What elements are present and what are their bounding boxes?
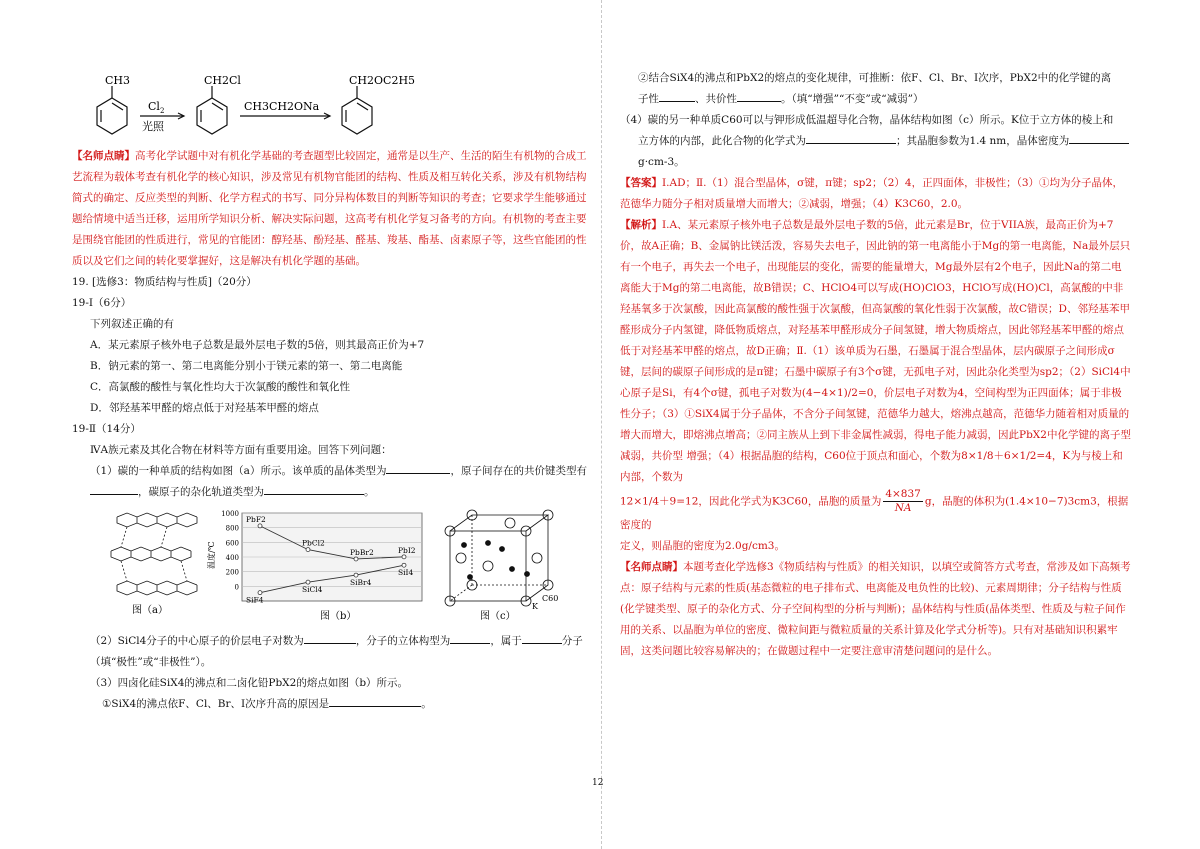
figure-b-label: 图（b） bbox=[320, 611, 357, 622]
data-point bbox=[402, 563, 406, 567]
point-label: SiCl4 bbox=[302, 585, 323, 595]
option-b: B．钠元素的第一、第二电离能分别小于镁元素的第一、第二电离能 bbox=[90, 360, 403, 372]
q19-1-stem: 下列叙述正确的有 bbox=[90, 318, 174, 330]
option-a: A．某元素原子核外电子总数是最外层电子数的5倍，则其最高正价为+7 bbox=[90, 339, 425, 351]
data-point bbox=[306, 548, 310, 552]
k-label: K bbox=[532, 602, 538, 611]
data-point bbox=[402, 555, 406, 559]
y-tick-label: 800 bbox=[225, 524, 239, 533]
c60-label: C60 bbox=[542, 594, 559, 603]
data-point bbox=[306, 580, 310, 584]
explanation-density-line: 定义，则晶胞的密度为2.0g/cm3。 bbox=[620, 540, 785, 552]
answer-blank[interactable] bbox=[806, 131, 896, 144]
substituent-ch2cl: CH2Cl bbox=[204, 74, 241, 87]
substituent-ch3: CH3 bbox=[105, 74, 131, 87]
explanation-mass-line: 12×1/4＋9=12，因此化学式为K3C60，晶胞的质量为 $\frac{4\times 837}{NA}$ g，晶胞的体积为(1.4×10−7)3cm3，根据密度的 bbox=[620, 488, 1129, 531]
question-4: （4）碳的另一种单质C60可以与钾形成低温超导化合物，晶体结构如图（c）所示。K位于立方体的棱上和 立方体的内部，此化合物的化学式为 ；其晶胞参数为1.4 nm，晶体密度为 g·cm-3。 bbox=[620, 110, 1132, 173]
y-tick-label: 200 bbox=[225, 568, 239, 577]
data-point bbox=[354, 573, 358, 577]
q19-title: 19. [选修3：物质结构与性质]（20分） bbox=[72, 276, 257, 288]
explanation-tag: 【解析】 bbox=[620, 219, 662, 231]
point-label: PbF2 bbox=[246, 514, 266, 524]
answer-blank[interactable] bbox=[450, 631, 490, 644]
explanation-text-1: Ⅰ.A、某元素原子核外电子总数是最外层电子数的5倍，此元素是Br，位于VIIA族，最高正价为+7价，故A正确；B、金属钠比镁活泼，容易失去电子，因此钠的第一电离能小于Mg的第一电离能，Na最外层只有一个电子，再失去一个电子，出现能层的变化，需要的能量增大，Mg最外层有2个电子，因此Na的第二电离能大于Mg的第二电离能，故B错误；C、HClO4可以写成(HO)ClO3，HClO写成(HO)Cl，高氯酸的中非羟基氧多于次氯酸，因此高氯酸的酸性强于次氯酸，但高氯酸的氧化性弱于次氯酸，故C错误；D、邻羟基苯甲醛形成分子内氢键，降低物质熔点，对羟基苯甲醛形成分子间氢键，增大物质熔点，因此邻羟基苯甲醛的熔点低于对羟基苯甲醛的熔点，故D正确；Ⅱ.（1）该单质为石墨，石墨属于混合型晶体，层内碳原子之间形成σ键，层间的碳原子间形成的是π键；石墨中碳原子有3个σ键，无孤电子对，因此杂化类型为sp2；（2）SiCl4中心原子是Si，有4个σ键，孤电子对数为(4−4×1)/2=0，价层电子对数为4，空间构型为正四面体；属于非极性分子；（3）①SiX4属于分子晶体，不含分子间氢键，范德华力越大，熔沸点越高，范德华力随着相对质量的增大而增大，即熔沸点增高；②同主族从上到下非金属性减弱，得电子能力减弱，因此PbX2中化学键的离子型减弱，共价型 bbox=[620, 219, 1131, 462]
question-3-2: ②结合SiX4的沸点和PbX2的熔点的变化规律，可推断：依F、Cl、Br、I次序，PbX2中的化学键的离 子性 、共价性 。（填“增强”“不变”或“减弱”） bbox=[638, 72, 1112, 105]
point-label: PbCl2 bbox=[302, 538, 325, 548]
substituent-ch2oc2h5: CH2OC2H5 bbox=[349, 74, 416, 87]
y-axis-label: 温度/℃ bbox=[207, 541, 216, 569]
data-point bbox=[258, 591, 262, 595]
y-tick-label: 400 bbox=[225, 554, 239, 562]
k3c60-unit-cell bbox=[445, 510, 553, 606]
fold-line bbox=[601, 0, 602, 849]
data-point bbox=[258, 524, 262, 528]
point-label: SiF4 bbox=[246, 595, 264, 605]
point-label: PbI2 bbox=[398, 545, 416, 555]
question-1: （1）碳的一种单质的结构如图（a）所示。该单质的晶体类型为 ，原子间存在的共价键类型有 ，碳原子的杂化轨道类型为 。 bbox=[72, 461, 592, 503]
point-label: PbBr2 bbox=[350, 547, 374, 557]
point-label: SiI4 bbox=[398, 568, 414, 578]
question-3-1: ①SiX4的沸点依F、Cl、Br、I次序升高的原因是 。 bbox=[72, 694, 592, 715]
question-2: （2）SiCl4分子的中心原子的价层电子对数为 ，分子的立体构型为 ，属于 分子 bbox=[72, 631, 592, 652]
question-2-note: （填“极性”或“非极性”）。 bbox=[90, 656, 212, 668]
page-number: 12 bbox=[592, 778, 604, 788]
answer-blank[interactable] bbox=[737, 89, 781, 102]
answer-blank[interactable] bbox=[304, 631, 356, 644]
y-tick-label: 600 bbox=[225, 539, 239, 548]
explanation-text-2: 增强；（4）根据晶胞的结构，C60位于顶点和面心，个数为8×1/8＋6×1/2=4，K为与棱上和内部，个数为 bbox=[620, 450, 1123, 483]
explanation-paragraph bbox=[620, 215, 1132, 488]
answer-blank[interactable] bbox=[329, 694, 421, 707]
reagent-ethoxide: CH3CH2ONa bbox=[244, 100, 320, 113]
tip2-text: 本题考查化学选修3《物质结构与性质》的相关知识，以填空或简答方式考查，常涉及如下高频考点：原子结构与元素的性质(基态微粒的电子排布式、电离能及电负性的比较)、元素周期律；分子结构与性质(化学键类型、原子的杂化方式、分子空间构型的分析与判断)；晶体结构与性质(晶体类型、性质及与粒子间作用的关系、以晶胞为单位的密度、微粒间距与微粒质量的关系计算及化学式分析等)。只有对基础知识积累牢固，这类问题比较容易解决的；在做题过程中一定要注意审清楚问题问的是什么。 bbox=[620, 561, 1131, 657]
option-c: C．高氯酸的酸性与氧化性均大于次氯酸的酸性和氧化性 bbox=[90, 381, 351, 393]
figure-c-label: 图（c） bbox=[480, 611, 516, 622]
answer-blank[interactable] bbox=[1069, 131, 1129, 144]
left-column bbox=[72, 68, 592, 715]
tip-text: 高考化学试题中对有机化学基础的考查题型比较固定，通常是以生产、生活的陌生有机物的合成工艺流程为载体考查有机化学的核心知识，涉及常见有机物官能团的结构、性质及相互转化关系，涉及有机物结构简式的确定、反应类型的判断、化学方程式的书写、同分异构体数目的判断等知识的考查；它要求学生能够通过题给情境中适当迁移，运用所学知识分析、解决实际问题，这高考有机化学复习备考的方向。有机物的考查主要是围绕官能团的性质进行，常见的官能团：醇羟基、酚羟基、醛基、羧基、酯基、卤素原子等，这些官能团的性质以及它们之间的转化要掌握好，这是解决有机化学题的基础。 bbox=[72, 150, 587, 267]
figure-row bbox=[72, 509, 592, 627]
reaction-scheme bbox=[72, 68, 592, 146]
chart-b bbox=[206, 510, 422, 605]
answer-blank[interactable] bbox=[264, 482, 364, 495]
q19-2-title: 19-Ⅱ（14分） bbox=[72, 423, 141, 435]
point-label: SiBr4 bbox=[350, 578, 372, 588]
answer-blank[interactable] bbox=[386, 461, 450, 474]
answer-paragraph bbox=[620, 173, 1132, 215]
tip2-tag: 【名师点睛】 bbox=[620, 561, 683, 573]
tip2-paragraph bbox=[620, 557, 1132, 662]
answer-blank[interactable] bbox=[522, 631, 562, 644]
figure-a-label: 图（a） bbox=[132, 605, 168, 616]
reagent-light: 光照 bbox=[142, 120, 164, 133]
mass-fraction: $\frac{4\times 837}{NA}$ bbox=[885, 488, 921, 514]
q19-1-title: 19-Ⅰ（6分） bbox=[72, 297, 132, 309]
q19-2-intro: ⅣA族元素及其化合物在材料等方面有重要用途。回答下列问题： bbox=[90, 444, 392, 456]
figures-svg bbox=[72, 509, 572, 627]
graphite-structure bbox=[111, 513, 197, 595]
right-column bbox=[620, 68, 1132, 662]
option-d: D．邻羟基苯甲醛的熔点低于对羟基苯甲醛的熔点 bbox=[90, 402, 319, 414]
y-tick-label: 1000 bbox=[221, 510, 239, 518]
answer-blank[interactable] bbox=[659, 89, 695, 102]
tip-tag: 【名师点睛】 bbox=[72, 150, 135, 162]
answer-text: Ⅰ.AD；Ⅱ.（1）混合型晶体，σ键，π键；sp2；（2）4，正四面体，非极性；（3）①均为分子晶体，范德华力随分子相对质量增大而增大；②减弱，增强；（4）K3C60，2.0。 bbox=[620, 177, 1124, 210]
reaction-diagram bbox=[72, 68, 492, 146]
y-tick-label: 0 bbox=[234, 583, 239, 592]
reagent-cl2: $Cl_2$ bbox=[148, 100, 165, 115]
data-point bbox=[354, 557, 358, 561]
question-3: （3）四卤化硅SiX4的沸点和二卤化铅PbX2的熔点如图（b）所示。 bbox=[90, 677, 409, 689]
answer-blank[interactable] bbox=[90, 482, 138, 495]
tip-paragraph bbox=[72, 146, 592, 272]
answer-tag: 【答案】 bbox=[620, 177, 662, 189]
